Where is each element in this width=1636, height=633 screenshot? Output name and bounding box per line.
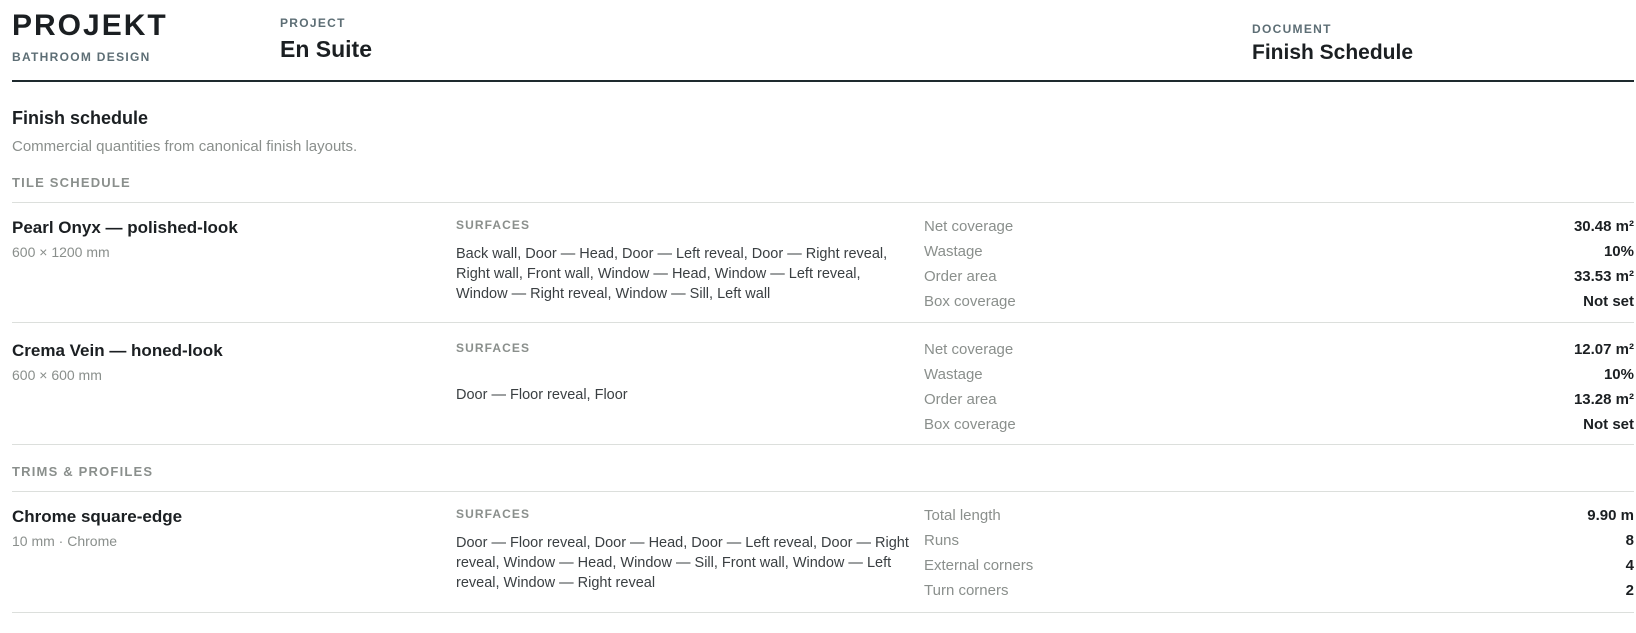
- stat-label: Wastage: [924, 366, 983, 383]
- stat-wastage: [924, 243, 1634, 268]
- stat-value: 13.28 m²: [1573, 391, 1634, 408]
- project-label: PROJECT: [280, 16, 346, 30]
- divider: [12, 322, 1634, 323]
- page-subtitle: Commercial quantities from canonical finish layouts.: [12, 138, 358, 155]
- stat-label: Box coverage: [924, 293, 1016, 310]
- brand-subtitle: BATHROOM DESIGN: [12, 50, 151, 64]
- stat-label: Runs: [924, 532, 960, 549]
- stat-value: 9.90 m: [1587, 507, 1634, 524]
- surfaces-label: SURFACES: [456, 507, 531, 521]
- surfaces-list: Back wall, Door — Head, Door — Left reveal, Door — Right reveal, Right wall, Front wall, Window — Head, Window — Left reveal, Window — Right reveal, Window — Sill, Left wall: [456, 246, 888, 302]
- item-dimensions: 600 × 1200 mm: [12, 244, 110, 260]
- item-name: Pearl Onyx — polished-look: [12, 218, 238, 237]
- stat-box-coverage: [924, 293, 1634, 318]
- stat-label: Total length: [924, 507, 1001, 524]
- stat-order-area: [924, 391, 1634, 416]
- stat-label: Box coverage: [924, 416, 1016, 433]
- stat-label: Order area: [924, 268, 997, 285]
- stat-value: 33.53 m²: [1573, 268, 1634, 285]
- divider: [12, 612, 1634, 613]
- document-label: DOCUMENT: [1252, 22, 1332, 36]
- stat-value: 10%: [1603, 366, 1634, 383]
- stat-value: 4: [1625, 557, 1634, 574]
- stat-net-coverage: [924, 341, 1634, 366]
- stat-box-coverage: [924, 416, 1634, 441]
- stat-value: Not set: [1583, 416, 1634, 433]
- stat-label: Turn corners: [924, 582, 1009, 599]
- stat-value: 10%: [1603, 243, 1634, 260]
- stat-runs: [924, 532, 1634, 557]
- item-dimensions: 10 mm · Chrome: [12, 533, 118, 549]
- stat-wastage: [924, 366, 1634, 391]
- item-dimensions: 600 × 600 mm: [12, 367, 102, 383]
- stat-order-area: [924, 268, 1634, 293]
- stat-net-coverage: [924, 218, 1634, 243]
- surfaces-list: Door — Floor reveal, Floor: [456, 387, 628, 403]
- item-name: Chrome square-edge: [12, 507, 183, 526]
- section-label-trims: TRIMS & PROFILES: [12, 464, 154, 479]
- stat-label: Net coverage: [924, 341, 1014, 358]
- stat-total-length: [924, 507, 1634, 532]
- document-block: [1252, 22, 1413, 65]
- table-row: [12, 507, 1634, 607]
- section-label-tile-schedule: TILE SCHEDULE: [12, 175, 131, 190]
- stats-list: [924, 507, 1634, 607]
- document-header: [12, 0, 1634, 82]
- stat-value: 8: [1625, 532, 1634, 549]
- table-row: [12, 341, 1634, 441]
- stat-turn-corners: [924, 582, 1634, 607]
- surfaces-label: SURFACES: [456, 341, 531, 355]
- stats-list: [924, 341, 1634, 441]
- stat-label: Wastage: [924, 243, 983, 260]
- brand-name: PROJEKT: [12, 9, 168, 42]
- stat-value: 30.48 m²: [1573, 218, 1634, 235]
- stat-value: 2: [1625, 582, 1634, 599]
- stats-list: [924, 218, 1634, 318]
- surfaces-label: SURFACES: [456, 218, 531, 232]
- brand: [12, 10, 168, 64]
- divider: [12, 444, 1634, 445]
- project-block: [280, 16, 372, 63]
- stat-external-corners: [924, 557, 1634, 582]
- table-row: [12, 218, 1634, 318]
- stat-value: 12.07 m²: [1573, 341, 1634, 358]
- divider: [12, 491, 1634, 492]
- project-value: En Suite: [280, 36, 373, 62]
- document-value: Finish Schedule: [1252, 41, 1414, 64]
- stat-value: Not set: [1583, 293, 1634, 310]
- stat-label: External corners: [924, 557, 1034, 574]
- stat-label: Order area: [924, 391, 997, 408]
- surfaces-list: Door — Floor reveal, Door — Head, Door — Left reveal, Door — Right reveal, Window — Head, Window — Sill, Front wall, Window — Left reveal, Window — Right reveal: [456, 535, 909, 591]
- divider: [12, 202, 1634, 203]
- item-name: Crema Vein — honed-look: [12, 341, 223, 360]
- stat-label: Net coverage: [924, 218, 1014, 235]
- page-title: Finish schedule: [12, 108, 149, 128]
